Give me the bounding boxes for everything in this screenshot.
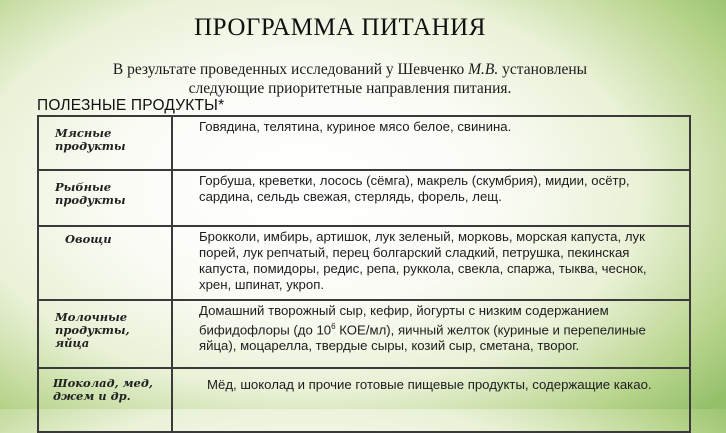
exponent: 6 (331, 322, 336, 331)
products-cell (172, 300, 690, 368)
patient-name: М.В. (468, 61, 499, 78)
products-cell: Горбуша, креветки, лосось (сёмга), макрель (скумбрия), мидии, осётр, сардина, сельдь свежая, стерлядь, форель, лещ. (172, 170, 690, 226)
table-row (38, 300, 690, 368)
category-cell: Молочные продукты, яйца (38, 300, 172, 368)
table-row (38, 170, 690, 226)
category-cell: Рыбные продукты (38, 170, 172, 226)
intro-line2: следующие приоритетные направления питания. (188, 80, 512, 97)
table-row (38, 226, 690, 300)
intro-line1-end: установлены (502, 61, 588, 78)
products-cell: Говядина, телятина, куриное мясо белое, свинина. (172, 116, 690, 170)
intro-text (40, 60, 660, 98)
products-cell: Мёд, шоколад и прочие готовые пищевые продукты, содержащие какао. (172, 368, 690, 432)
table-row (38, 368, 690, 432)
products-text-after: КОЕ/мл), яичный желток (куриные и перепелиные яйца), моцарелла, твердые сыры, козий сыр, сметана, творог. (199, 322, 646, 354)
category-cell: Овощи (38, 226, 172, 300)
intro-line1-start: В результате проведенных исследований у Шевченко (112, 61, 465, 78)
page-title: ПРОГРАММА ПИТАНИЯ (194, 14, 486, 41)
products-table (37, 115, 691, 433)
table-row (38, 116, 690, 170)
section-subtitle: ПОЛЕЗНЫЕ ПРОДУКТЫ* (37, 97, 225, 114)
category-cell: Шоколад, мед, джем и др. (38, 368, 172, 432)
category-cell: Мясные продукты (38, 116, 172, 170)
products-text-before: Домашний творожный сыр, кефир, йогурты с низким содержанием бифидофлоры (до 10 (199, 303, 609, 338)
products-cell: Брокколи, имбирь, артишок, лук зеленый, морковь, морская капуста, лук порей, лук репчатый, перец болгарский сладкий, петрушка, пекинская капуста, помидоры, редис, репа, руккола, свекла, спаржа, тыква, чеснок, хрен, шпинат, укроп. (172, 226, 690, 300)
